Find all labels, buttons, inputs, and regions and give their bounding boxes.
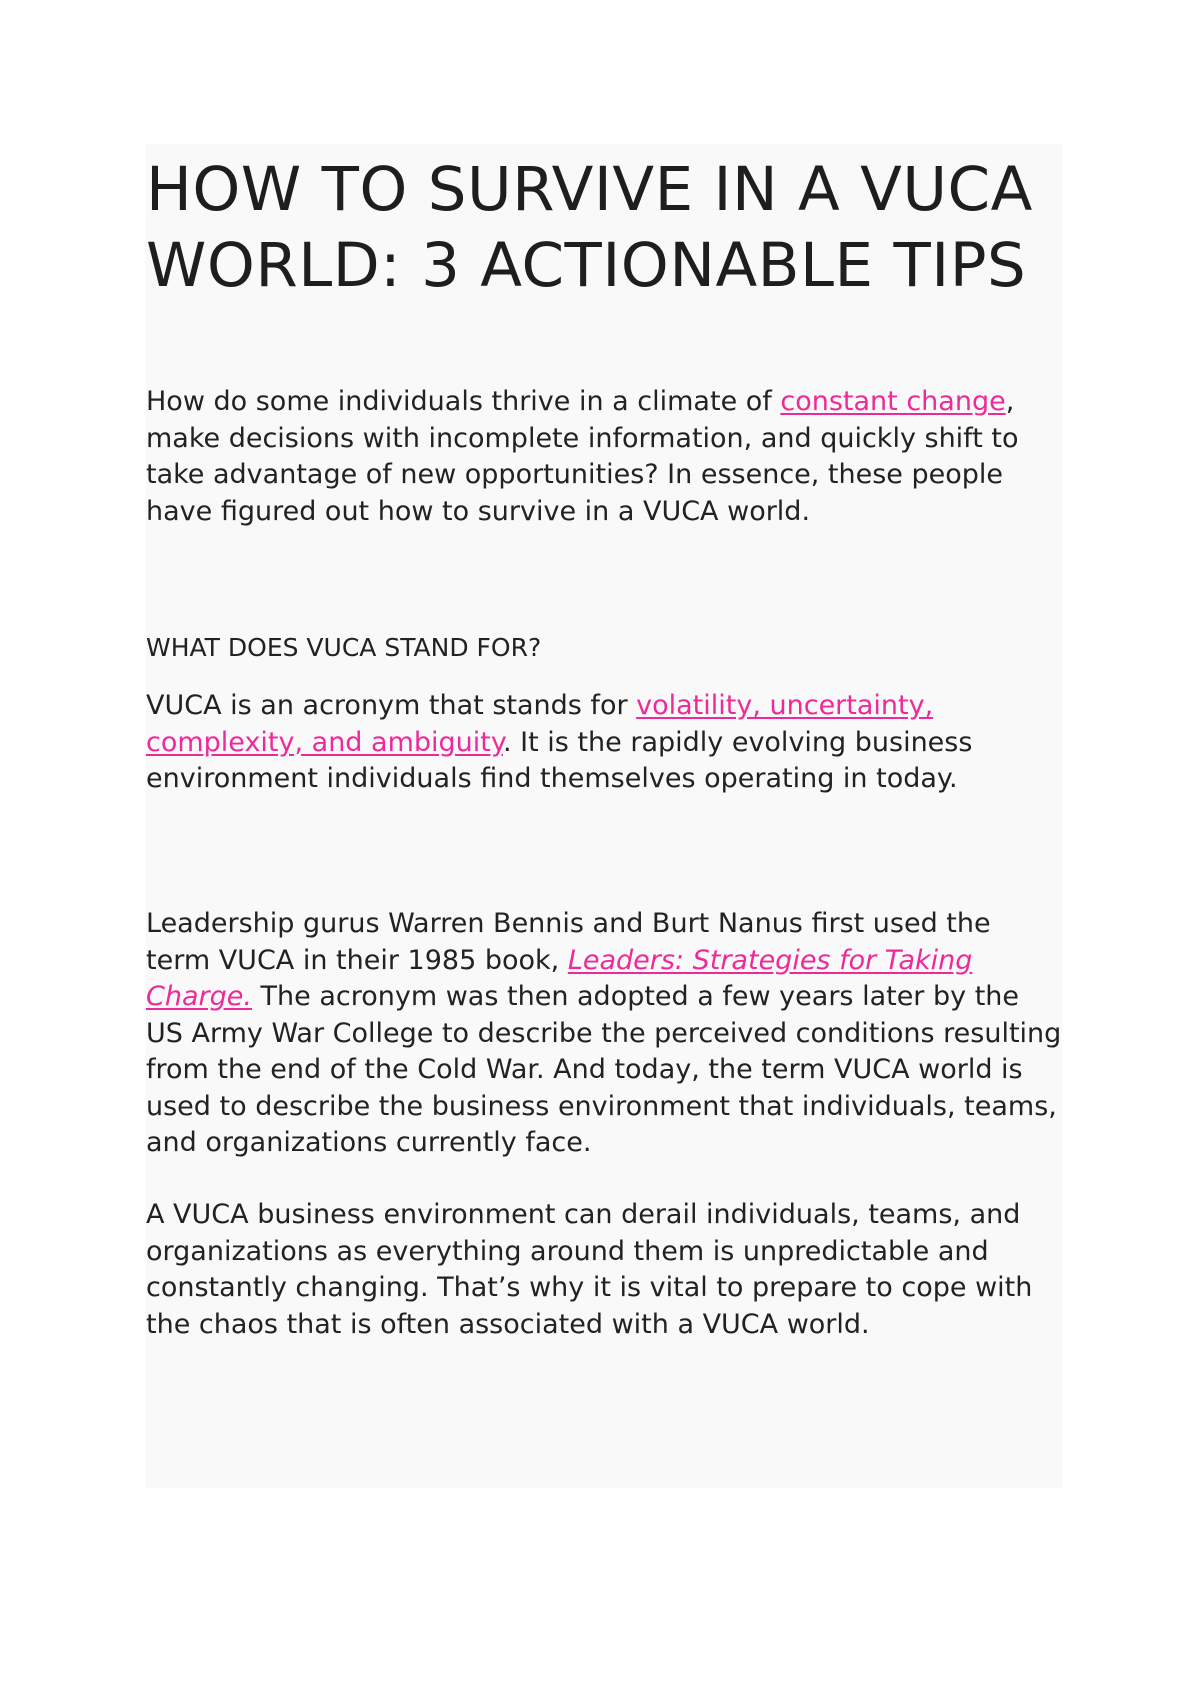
article-content-block xyxy=(146,144,1062,1488)
intro-paragraph xyxy=(146,384,1062,530)
intro-text-before: How do some individuals thrive in a climate of xyxy=(146,386,781,417)
book-title-link[interactable]: Leaders: Strategies for Taking Charge. xyxy=(146,944,973,1012)
vuca-definition-paragraph xyxy=(146,688,1062,798)
vuca-acronym-link[interactable]: volatility, uncertainty, complexity, and ambiguity xyxy=(146,690,934,758)
vuca-impact-paragraph: A VUCA business environment can derail individuals, teams, and organizations as everything around them is unpredictable and constantly changing. That’s why it is vital to prepare to cope with the chaos that is often associated with a VUCA world. xyxy=(146,1199,1033,1340)
vuca-history-paragraph xyxy=(146,906,1062,1162)
article-title: HOW TO SURVIVE IN A VUCA WORLD: 3 ACTIONABLE TIPS xyxy=(146,154,1033,301)
section-heading: WHAT DOES VUCA STAND FOR? xyxy=(146,633,542,662)
para2-text-before: Leadership gurus Warren Bennis and Burt Nanus first used the term VUCA in their 1985 book, xyxy=(146,908,991,976)
intro-text-after: , make decisions with incomplete information, and quickly shift to take advantage of new opportunities? In essence, these people have figured out how to survive in a VUCA world. xyxy=(146,386,1019,527)
para1-text-before: VUCA is an acronym that stands for xyxy=(146,690,637,721)
para1-text-after: . It is the rapidly evolving business environment individuals find themselves operating in today. xyxy=(146,726,973,794)
para2-text-after: The acronym was then adopted a few years later by the US Army War College to describe the perceived conditions resulting from the end of the Cold War. And today, the term VUCA world is used to describe the business environment that individuals, teams, and organizations currently face. xyxy=(146,981,1062,1158)
constant-change-link[interactable]: constant change xyxy=(780,386,1006,417)
